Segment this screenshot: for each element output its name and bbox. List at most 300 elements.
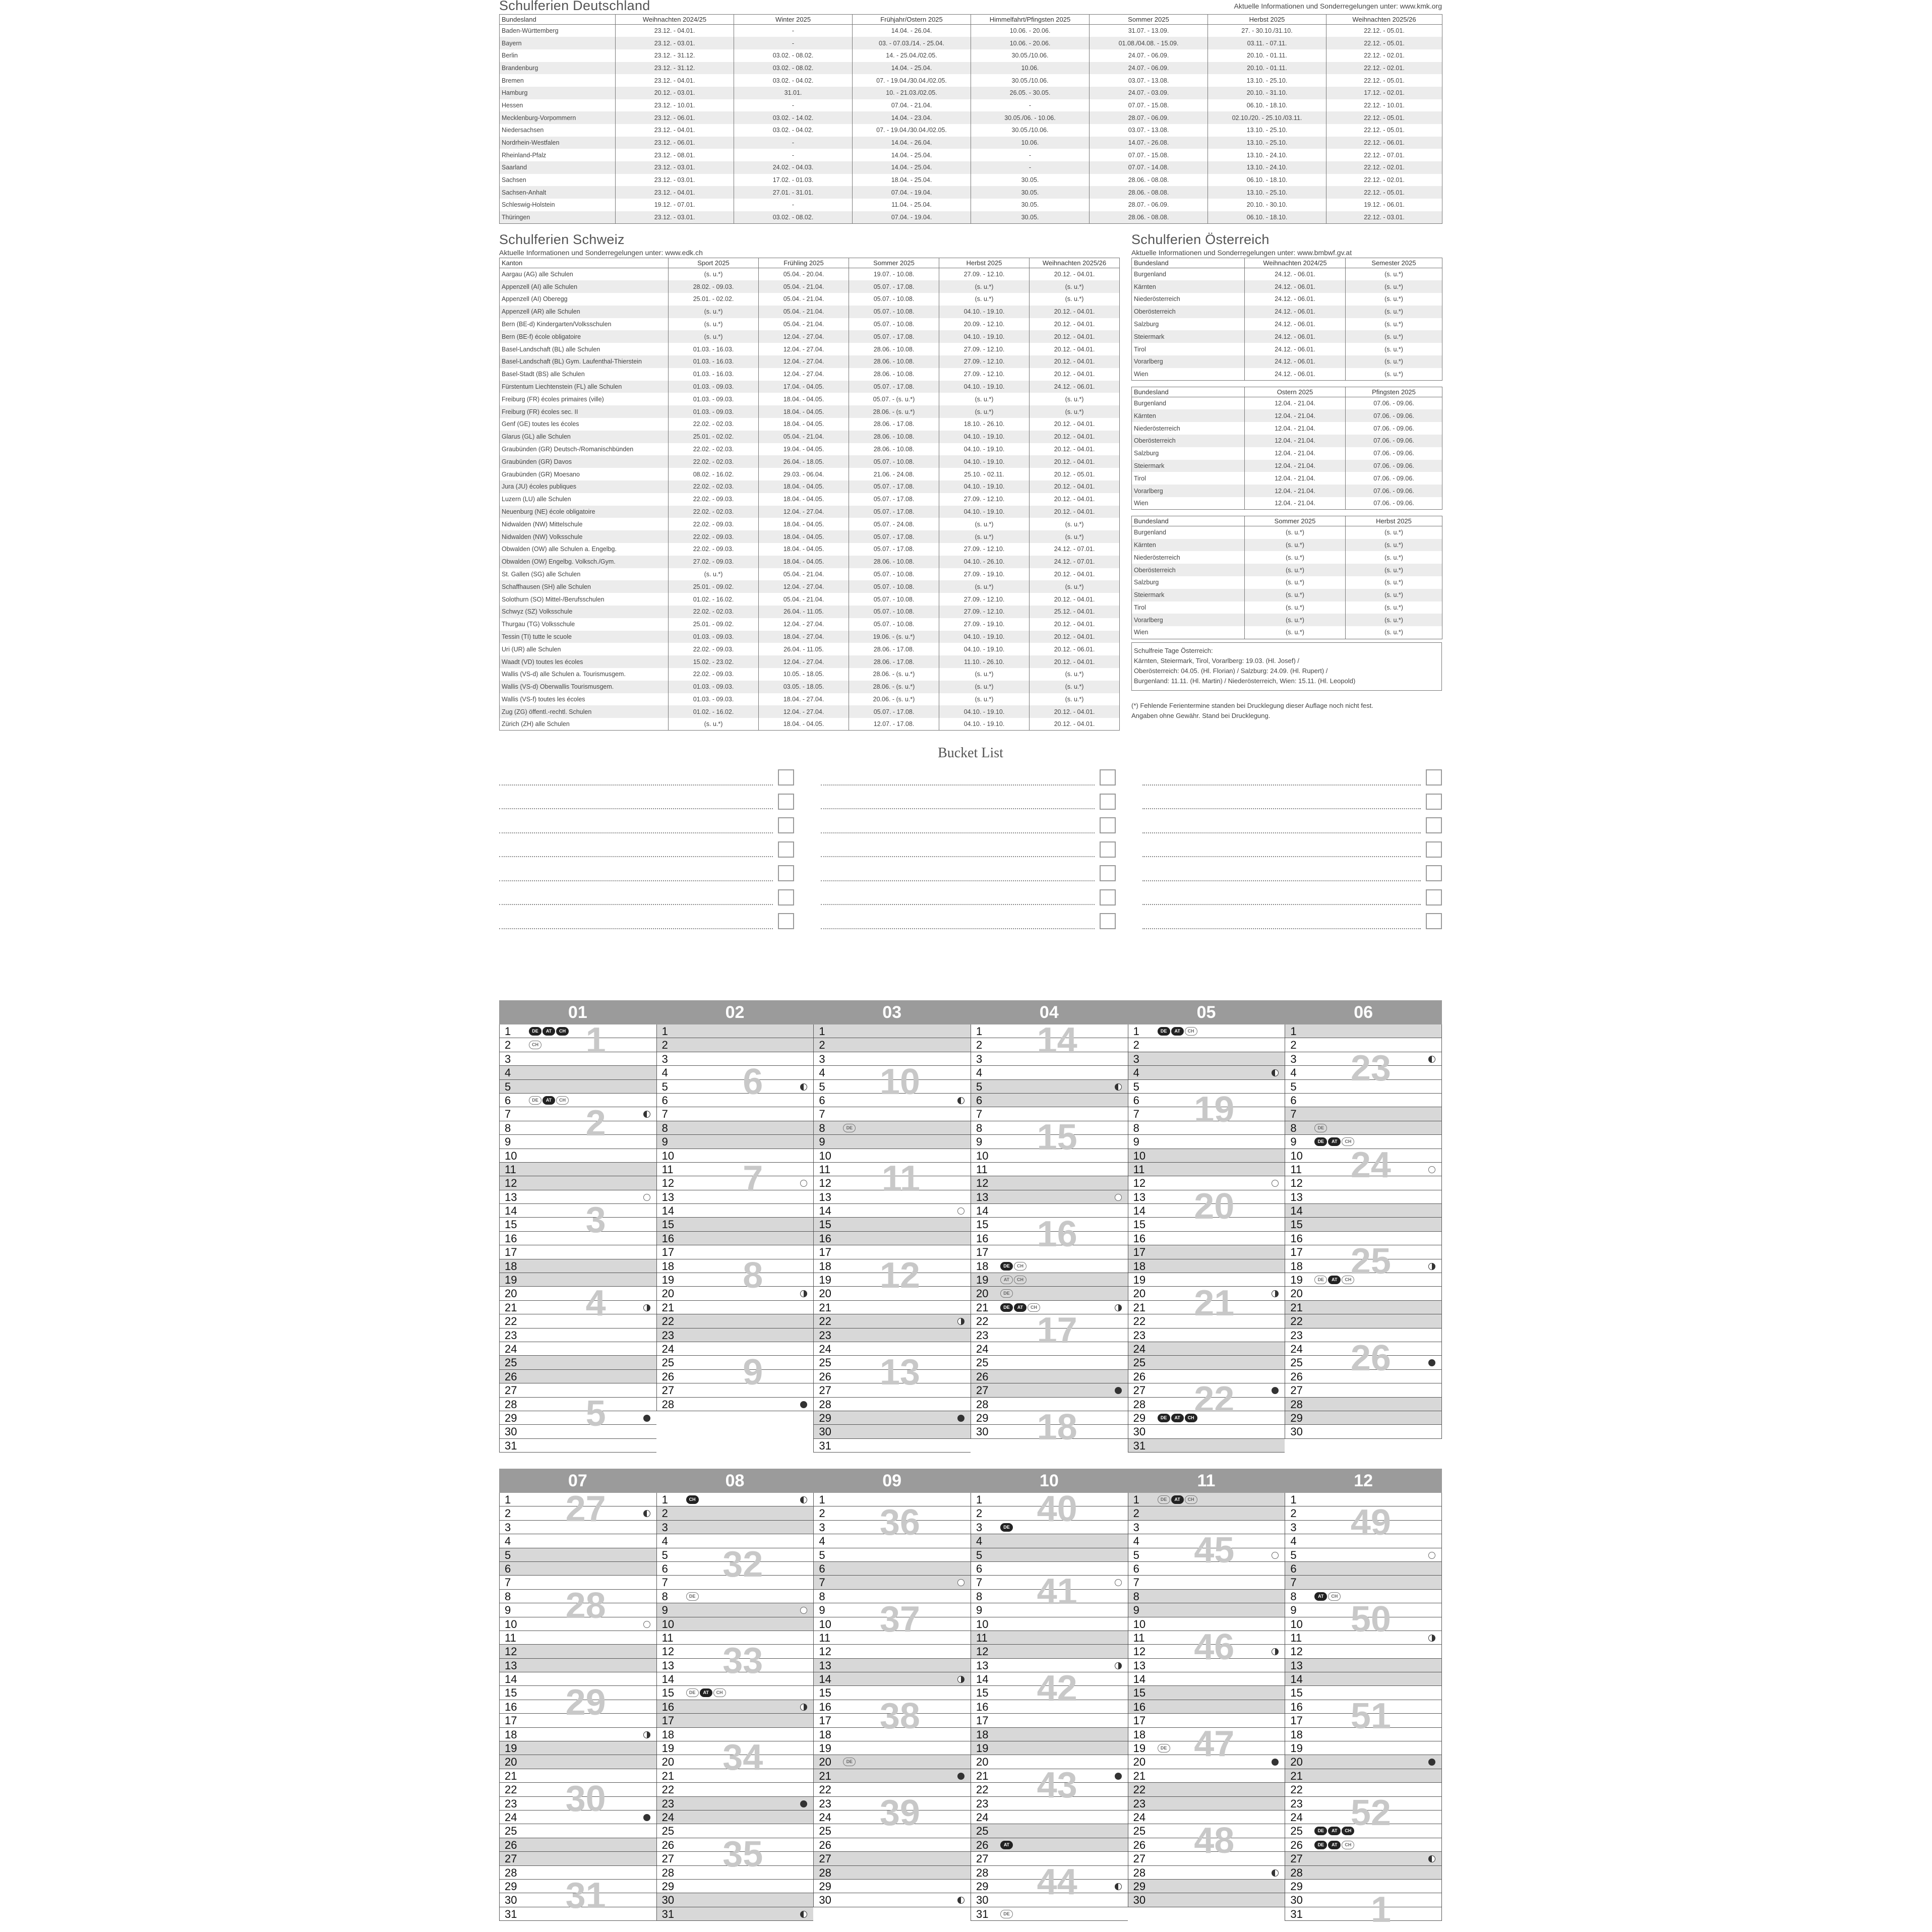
day-number: 10 — [661, 1617, 675, 1631]
day-row[interactable] — [814, 1024, 971, 1038]
bucket-checkbox[interactable] — [1100, 865, 1116, 881]
day-row[interactable] — [500, 1439, 656, 1453]
bucket-checkbox[interactable] — [778, 817, 794, 833]
day-row[interactable] — [971, 1356, 1128, 1369]
day-row[interactable] — [1128, 1163, 1285, 1176]
day-row[interactable] — [657, 1163, 814, 1176]
day-row[interactable] — [971, 1548, 1128, 1562]
day-row[interactable] — [1285, 1769, 1441, 1783]
bucket-line[interactable] — [821, 880, 1095, 881]
day-row[interactable] — [971, 1287, 1128, 1300]
day-number: 29 — [819, 1880, 831, 1893]
day-row[interactable] — [500, 1163, 656, 1176]
day-row[interactable] — [657, 1232, 814, 1245]
day-row[interactable] — [500, 1273, 656, 1287]
bucket-line[interactable] — [499, 856, 773, 857]
day-row[interactable] — [1128, 1590, 1285, 1603]
table-cell: Wien — [1132, 497, 1245, 510]
bucket-checkbox[interactable] — [1100, 794, 1116, 810]
day-row[interactable] — [657, 1686, 814, 1700]
day-row[interactable] — [1128, 1052, 1285, 1066]
day-row[interactable] — [814, 1411, 971, 1425]
day-row[interactable] — [500, 1852, 656, 1865]
day-row[interactable] — [657, 1245, 814, 1259]
day-number: 6 — [505, 1094, 511, 1107]
day-row[interactable] — [500, 1218, 656, 1231]
day-row[interactable] — [1285, 1121, 1441, 1135]
day-row[interactable] — [1128, 1232, 1285, 1245]
bucket-line[interactable] — [1142, 904, 1421, 905]
day-number: 6 — [1133, 1094, 1139, 1107]
day-number: 31 — [819, 1439, 831, 1452]
bucket-checkbox[interactable] — [778, 913, 794, 929]
day-row[interactable] — [971, 1907, 1128, 1921]
moon-phase-icon — [800, 1290, 807, 1297]
day-row[interactable] — [500, 1190, 656, 1204]
day-row[interactable] — [971, 1631, 1128, 1645]
day-row[interactable] — [1128, 1245, 1285, 1259]
day-row[interactable] — [1285, 1659, 1441, 1672]
day-row[interactable] — [657, 1880, 814, 1893]
day-row[interactable] — [657, 1259, 814, 1273]
bucket-line[interactable] — [1142, 832, 1421, 833]
day-row[interactable] — [1128, 1135, 1285, 1149]
day-row[interactable] — [657, 1398, 814, 1411]
day-row[interactable] — [657, 1135, 814, 1149]
day-row[interactable] — [500, 1024, 656, 1038]
day-row[interactable] — [1128, 1893, 1285, 1907]
table-cell: 27.09. - 12.10. — [939, 606, 1030, 618]
table-cell: (s. u.*) — [1245, 564, 1346, 576]
bucket-checkbox[interactable] — [1426, 841, 1442, 858]
day-row[interactable] — [814, 1398, 971, 1411]
day-row[interactable] — [814, 1562, 971, 1576]
table-cell: 04.10. - 19.10. — [939, 506, 1030, 518]
day-row[interactable] — [657, 1893, 814, 1907]
table-cell: 22.12. - 03.01. — [1326, 211, 1442, 224]
day-row[interactable] — [657, 1190, 814, 1204]
day-row[interactable] — [500, 1176, 656, 1190]
table-cell: 05.04. - 21.04. — [759, 318, 849, 331]
day-number: 1 — [976, 1493, 983, 1506]
bucket-line[interactable] — [499, 928, 773, 929]
bucket-line[interactable] — [821, 808, 1095, 809]
day-row[interactable] — [814, 1755, 971, 1769]
day-row[interactable] — [814, 1218, 971, 1231]
day-row[interactable] — [971, 1645, 1128, 1658]
day-row[interactable] — [971, 1176, 1128, 1190]
day-row[interactable] — [1128, 1603, 1285, 1617]
day-row[interactable] — [1285, 1383, 1441, 1397]
day-row[interactable] — [500, 1038, 656, 1052]
day-row[interactable] — [500, 1370, 656, 1383]
day-row[interactable] — [814, 1576, 971, 1589]
day-row[interactable] — [1285, 1907, 1441, 1921]
table-cell: Bern (BE-d) Kindergarten/Volksschulen — [500, 318, 669, 331]
day-row[interactable] — [657, 1301, 814, 1314]
day-number: 3 — [1290, 1052, 1297, 1065]
day-row[interactable] — [971, 1259, 1128, 1273]
day-row[interactable] — [814, 1232, 971, 1245]
day-row[interactable] — [971, 1728, 1128, 1741]
day-row[interactable] — [1128, 1024, 1285, 1038]
day-row[interactable] — [500, 1534, 656, 1548]
day-row[interactable] — [500, 1411, 656, 1425]
day-row[interactable] — [814, 1314, 971, 1328]
day-number: 13 — [1133, 1190, 1146, 1203]
day-row[interactable] — [814, 1672, 971, 1686]
day-row[interactable] — [500, 1645, 656, 1658]
day-row[interactable] — [971, 1617, 1128, 1631]
day-row[interactable] — [500, 1631, 656, 1645]
table-cell: 14.04. - 25.04. — [853, 161, 971, 174]
day-row[interactable] — [971, 1066, 1128, 1079]
bucket-checkbox[interactable] — [1426, 889, 1442, 905]
day-row[interactable] — [1128, 1356, 1285, 1369]
day-row[interactable] — [1128, 1259, 1285, 1273]
day-row[interactable] — [971, 1838, 1128, 1852]
day-row[interactable] — [657, 1907, 814, 1921]
day-row[interactable] — [657, 1121, 814, 1135]
day-row[interactable] — [500, 1659, 656, 1672]
bucket-line[interactable] — [821, 784, 1095, 786]
day-row[interactable] — [814, 1121, 971, 1135]
day-row[interactable] — [500, 1548, 656, 1562]
day-row[interactable] — [657, 1149, 814, 1163]
table-cell: 28.06. - 10.08. — [849, 343, 939, 355]
day-row[interactable] — [657, 1370, 814, 1383]
day-row[interactable] — [814, 1548, 971, 1562]
day-number: 8 — [505, 1590, 511, 1603]
day-row[interactable] — [500, 1398, 656, 1411]
table-row — [500, 543, 1120, 556]
day-row[interactable] — [1285, 1548, 1441, 1562]
day-row[interactable] — [814, 1107, 971, 1121]
day-row[interactable] — [814, 1204, 971, 1218]
day-row[interactable] — [500, 1755, 656, 1769]
bucket-line[interactable] — [499, 808, 773, 809]
day-row[interactable] — [1128, 1866, 1285, 1880]
table-cell: Baden-Württemberg — [500, 25, 616, 37]
day-row[interactable] — [500, 1107, 656, 1121]
day-row[interactable] — [500, 1329, 656, 1342]
table-cell: Salzburg — [1132, 576, 1245, 589]
country-badge: AT — [1328, 1841, 1341, 1849]
day-row[interactable] — [1285, 1852, 1441, 1865]
day-row[interactable] — [814, 1880, 971, 1893]
day-row[interactable] — [657, 1590, 814, 1603]
day-row[interactable] — [814, 1852, 971, 1865]
day-row[interactable] — [814, 1741, 971, 1755]
bucket-line[interactable] — [821, 856, 1095, 857]
table-row — [1132, 539, 1442, 552]
day-row[interactable] — [971, 1080, 1128, 1094]
day-row[interactable] — [971, 1714, 1128, 1727]
table-cell: (s. u.*) — [1030, 405, 1120, 418]
table-cell: 28.06. - 17.08. — [849, 643, 939, 655]
day-row[interactable] — [657, 1080, 814, 1094]
bucket-checkbox[interactable] — [778, 889, 794, 905]
day-row[interactable] — [1128, 1066, 1285, 1079]
day-row[interactable] — [500, 1094, 656, 1107]
day-row[interactable] — [500, 1824, 656, 1838]
day-number: 23 — [661, 1329, 675, 1342]
bucket-line[interactable] — [499, 880, 773, 881]
day-row[interactable] — [971, 1370, 1128, 1383]
day-row[interactable] — [657, 1783, 814, 1796]
bucket-checkbox[interactable] — [1100, 817, 1116, 833]
table-cell: - — [971, 99, 1090, 112]
day-row[interactable] — [1285, 1645, 1441, 1658]
day-row[interactable] — [1128, 1797, 1285, 1810]
day-row[interactable] — [500, 1232, 656, 1245]
day-row[interactable] — [657, 1024, 814, 1038]
day-row[interactable] — [1285, 1204, 1441, 1218]
day-row[interactable] — [657, 1038, 814, 1052]
day-row[interactable] — [1128, 1506, 1285, 1520]
day-row[interactable] — [500, 1052, 656, 1066]
week-number: 18 — [1037, 1407, 1077, 1448]
day-row[interactable] — [657, 1218, 814, 1231]
table-cell: 24.12. - 06.01. — [1245, 330, 1346, 343]
day-row[interactable] — [500, 1245, 656, 1259]
bucket-item — [1142, 911, 1442, 935]
day-row[interactable] — [1285, 1024, 1441, 1038]
day-row[interactable] — [500, 1121, 656, 1135]
day-row[interactable] — [814, 1866, 971, 1880]
day-row[interactable] — [1285, 1880, 1441, 1893]
day-number: 9 — [505, 1604, 511, 1617]
bucket-checkbox[interactable] — [778, 794, 794, 810]
table-cell: 23.12. - 06.01. — [616, 111, 734, 124]
moon-phase-icon — [1272, 1069, 1279, 1076]
day-row[interactable] — [657, 1714, 814, 1727]
day-row[interactable] — [657, 1383, 814, 1397]
day-row[interactable] — [1128, 1880, 1285, 1893]
day-number: 26 — [1290, 1838, 1303, 1851]
day-row[interactable] — [814, 1893, 971, 1907]
day-row[interactable] — [814, 1425, 971, 1438]
day-row[interactable] — [657, 1107, 814, 1121]
table-cell: 24.12. - 06.01. — [1245, 368, 1346, 381]
day-row[interactable] — [500, 1383, 656, 1397]
day-row[interactable] — [500, 1838, 656, 1852]
day-number: 24 — [1133, 1342, 1146, 1355]
day-row[interactable] — [814, 1135, 971, 1149]
table-cell: Schwyz (SZ) Volksschule — [500, 606, 669, 618]
day-row[interactable] — [1128, 1700, 1285, 1714]
day-row[interactable] — [1128, 1686, 1285, 1700]
day-row[interactable] — [657, 1094, 814, 1107]
day-row[interactable] — [1128, 1425, 1285, 1438]
day-row[interactable] — [1128, 1439, 1285, 1453]
bucket-checkbox[interactable] — [1100, 913, 1116, 929]
day-row[interactable] — [1285, 1094, 1441, 1107]
day-row[interactable] — [1285, 1107, 1441, 1121]
bucket-line[interactable] — [499, 832, 773, 833]
day-row[interactable] — [657, 1506, 814, 1520]
day-row[interactable] — [500, 1259, 656, 1273]
day-row[interactable] — [814, 1038, 971, 1052]
day-row[interactable] — [500, 1425, 656, 1438]
day-row[interactable] — [814, 1659, 971, 1672]
bucket-checkbox[interactable] — [778, 769, 794, 786]
bucket-checkbox[interactable] — [1100, 889, 1116, 905]
day-row[interactable] — [500, 1080, 656, 1094]
day-row[interactable] — [500, 1135, 656, 1149]
day-row[interactable] — [1285, 1672, 1441, 1686]
day-row[interactable] — [1285, 1398, 1441, 1411]
table-cell: 17.02. - 01.03. — [734, 174, 853, 187]
day-row[interactable] — [1128, 1342, 1285, 1356]
day-number: 10 — [976, 1617, 989, 1631]
day-row[interactable] — [657, 1521, 814, 1534]
bucket-checkbox[interactable] — [1426, 769, 1442, 786]
day-row[interactable] — [1285, 1741, 1441, 1755]
bucket-checkbox[interactable] — [1426, 865, 1442, 881]
day-row[interactable] — [814, 1329, 971, 1342]
day-row[interactable] — [971, 1383, 1128, 1397]
day-row[interactable] — [1128, 1672, 1285, 1686]
moon-phase-icon — [643, 1194, 650, 1201]
day-row[interactable] — [971, 1824, 1128, 1838]
day-row[interactable] — [1285, 1301, 1441, 1314]
day-row[interactable] — [500, 1204, 656, 1218]
day-row[interactable] — [657, 1314, 814, 1328]
day-row[interactable] — [500, 1728, 656, 1741]
table-cell: Niedersachsen — [500, 124, 616, 137]
table-cell: 07.07. - 15.08. — [1090, 99, 1208, 112]
day-row[interactable] — [657, 1356, 814, 1369]
day-row[interactable] — [1285, 1755, 1441, 1769]
table-cell: 28.02. - 09.03. — [669, 280, 759, 293]
bucket-line[interactable] — [1142, 784, 1421, 786]
day-row[interactable] — [971, 1273, 1128, 1287]
day-row[interactable] — [657, 1810, 814, 1824]
day-row[interactable] — [971, 1741, 1128, 1755]
day-row[interactable] — [657, 1603, 814, 1617]
day-row[interactable] — [500, 1301, 656, 1314]
day-row[interactable] — [1285, 1314, 1441, 1328]
bucket-checkbox[interactable] — [778, 865, 794, 881]
day-number: 14 — [505, 1673, 517, 1686]
day-row[interactable] — [657, 1700, 814, 1714]
day-row[interactable] — [1128, 1038, 1285, 1052]
bucket-line[interactable] — [1142, 928, 1421, 929]
day-row[interactable] — [1285, 1838, 1441, 1852]
day-row[interactable] — [814, 1769, 971, 1783]
day-row[interactable] — [971, 1163, 1128, 1176]
day-row[interactable] — [500, 1314, 656, 1328]
day-row[interactable] — [971, 1810, 1128, 1824]
bucket-checkbox[interactable] — [1426, 913, 1442, 929]
day-row[interactable] — [1128, 1769, 1285, 1783]
day-number: 18 — [661, 1728, 675, 1741]
table-cell: Kärnten — [1132, 280, 1245, 293]
day-number: 8 — [1290, 1121, 1297, 1134]
day-row[interactable] — [657, 1052, 814, 1066]
bucket-line[interactable] — [821, 904, 1095, 905]
bucket-checkbox[interactable] — [1426, 817, 1442, 833]
week-number: 15 — [1037, 1117, 1077, 1158]
day-row[interactable] — [657, 1329, 814, 1342]
day-row[interactable] — [1285, 1425, 1441, 1438]
day-row[interactable] — [1285, 1866, 1441, 1880]
bucket-line[interactable] — [821, 928, 1095, 929]
day-row[interactable] — [657, 1204, 814, 1218]
day-row[interactable] — [500, 1149, 656, 1163]
column-header: Weihnachten 2024/25 — [616, 15, 734, 25]
day-row[interactable] — [500, 1287, 656, 1300]
day-row[interactable] — [1128, 1149, 1285, 1163]
column-header: Pfingsten 2025 — [1346, 387, 1442, 397]
day-row[interactable] — [814, 1838, 971, 1852]
day-number: 28 — [1133, 1398, 1146, 1411]
day-row[interactable] — [657, 1066, 814, 1079]
day-row[interactable] — [971, 1190, 1128, 1204]
day-row[interactable] — [1285, 1411, 1441, 1425]
day-row[interactable] — [500, 1562, 656, 1576]
day-row[interactable] — [500, 1342, 656, 1356]
bucket-line[interactable] — [499, 904, 773, 905]
bucket-line[interactable] — [499, 784, 773, 786]
day-row[interactable] — [971, 1534, 1128, 1548]
bucket-line[interactable] — [1142, 808, 1421, 809]
day-row[interactable] — [657, 1287, 814, 1300]
day-row[interactable] — [657, 1797, 814, 1810]
day-row[interactable] — [1285, 1218, 1441, 1231]
day-row[interactable] — [1128, 1329, 1285, 1342]
day-row[interactable] — [1285, 1893, 1441, 1907]
day-row[interactable] — [1128, 1783, 1285, 1796]
day-row[interactable] — [1285, 1190, 1441, 1204]
day-row[interactable] — [814, 1439, 971, 1453]
holiday-badges — [843, 1758, 856, 1766]
day-row[interactable] — [814, 1301, 971, 1314]
table-cell: 26.04. - 11.05. — [759, 606, 849, 618]
day-row[interactable] — [657, 1493, 814, 1506]
bucket-line[interactable] — [1142, 880, 1421, 881]
column-header: Sport 2025 — [669, 258, 759, 268]
day-number: 3 — [819, 1521, 825, 1534]
holiday-badges — [1000, 1276, 1027, 1284]
day-row[interactable] — [657, 1617, 814, 1631]
day-row[interactable] — [1128, 1576, 1285, 1589]
bucket-checkbox[interactable] — [1100, 841, 1116, 858]
day-row[interactable] — [1285, 1562, 1441, 1576]
day-row[interactable] — [657, 1342, 814, 1356]
day-row[interactable] — [814, 1645, 971, 1658]
day-row[interactable] — [1285, 1287, 1441, 1300]
day-row[interactable] — [657, 1176, 814, 1190]
bucket-checkbox[interactable] — [778, 841, 794, 858]
day-row[interactable] — [500, 1066, 656, 1079]
day-row[interactable] — [971, 1094, 1128, 1107]
table-cell: 07.06. - 09.06. — [1346, 409, 1442, 422]
bucket-checkbox[interactable] — [1426, 794, 1442, 810]
bucket-line[interactable] — [821, 832, 1095, 833]
day-number: 7 — [661, 1576, 668, 1589]
day-row[interactable] — [657, 1273, 814, 1287]
day-number: 18 — [505, 1259, 517, 1273]
bucket-checkbox[interactable] — [1100, 769, 1116, 786]
day-row[interactable] — [1285, 1576, 1441, 1589]
day-row[interactable] — [500, 1741, 656, 1755]
day-number: 7 — [505, 1576, 511, 1589]
bucket-line[interactable] — [1142, 856, 1421, 857]
day-row[interactable] — [1128, 1493, 1285, 1506]
day-row[interactable] — [500, 1356, 656, 1369]
